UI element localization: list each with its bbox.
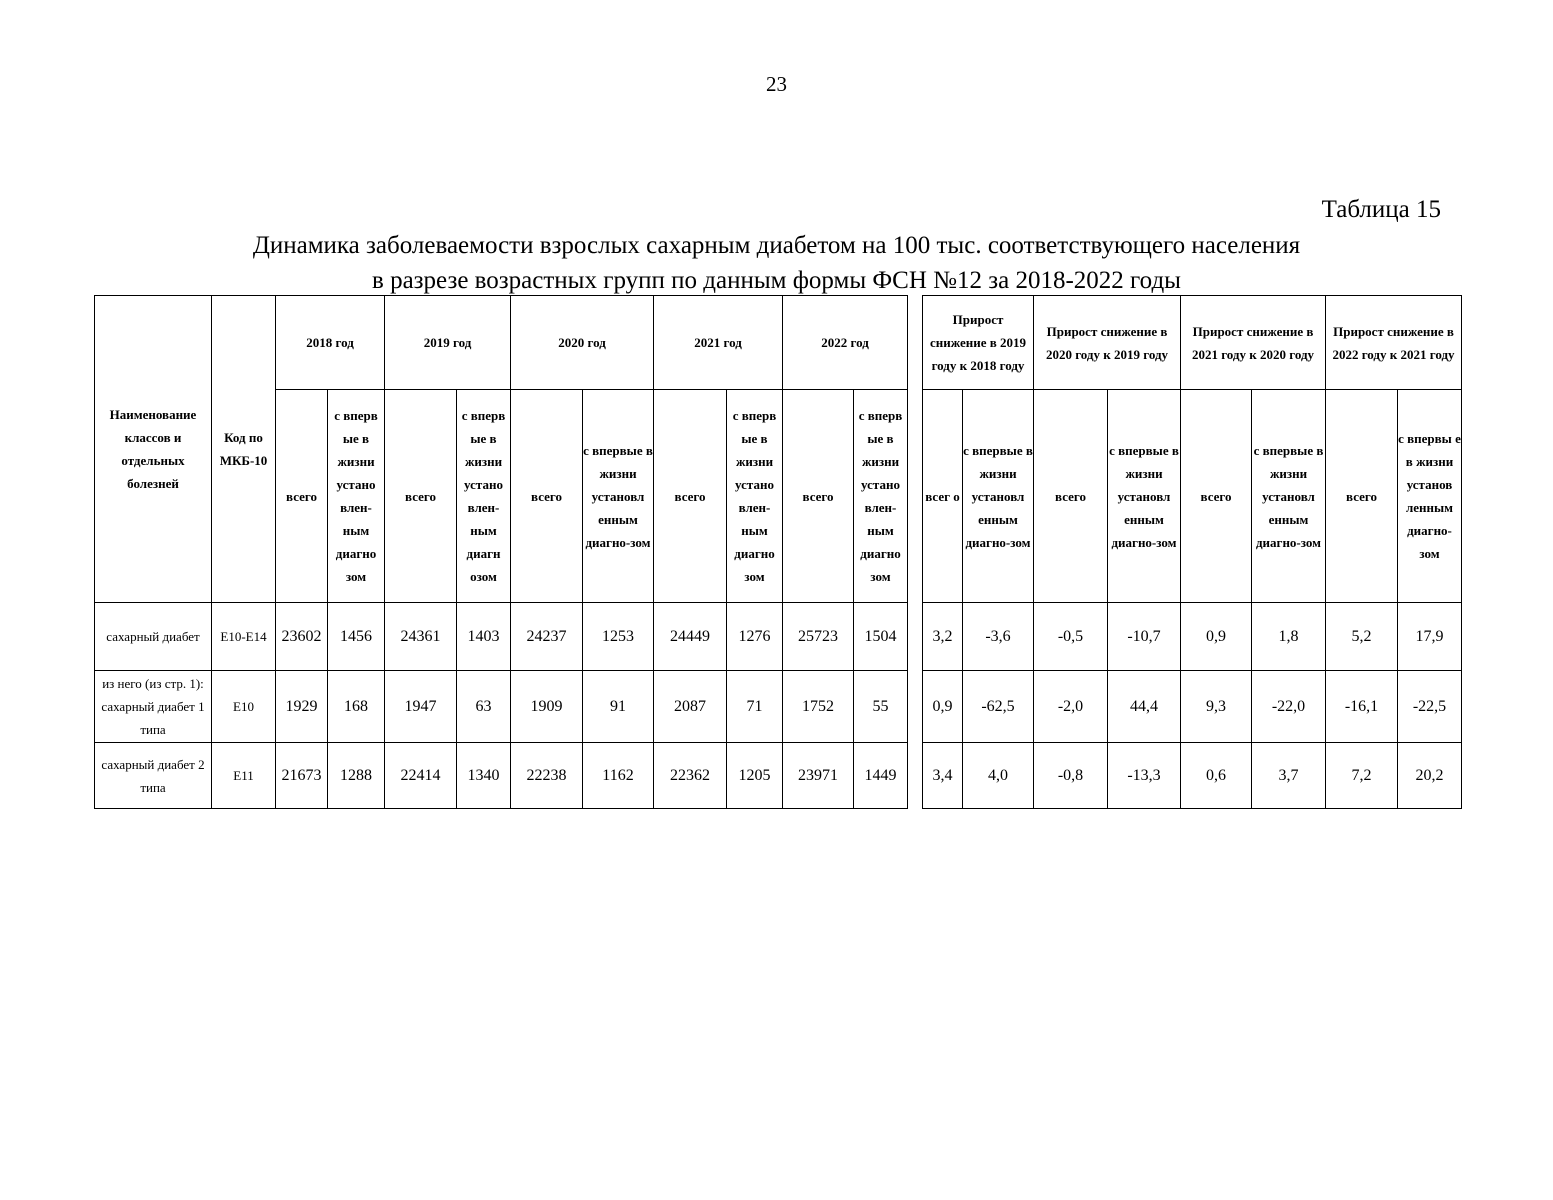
header-first-time: с вперв ые в жизни устано влен-ным диагно зом [328,390,385,603]
growth-cell: 17,9 [1398,603,1462,671]
header-total: всего [1181,390,1252,603]
growth-cell: -13,3 [1108,743,1181,809]
growth-cell: 0,6 [1181,743,1252,809]
header-total: всего [654,390,727,603]
value-cell: 71 [727,671,783,743]
growth-cell: 0,9 [1181,603,1252,671]
value-cell: 22238 [511,743,583,809]
header-code: Код по МКБ-10 [212,296,276,603]
header-first-time: с вперв ые в жизни устано влен-ным диагн озом [457,390,511,603]
growth-cell: 20,2 [1398,743,1462,809]
value-cell: 22362 [654,743,727,809]
value-cell: 1205 [727,743,783,809]
value-cell: 1929 [276,671,328,743]
header-year-2020: 2020 год [511,296,654,390]
row-name: сахарный диабет 2 типа [95,743,212,809]
header-total: всег о [923,390,963,603]
value-cell: 1340 [457,743,511,809]
growth-cell: -3,6 [963,603,1034,671]
value-cell: 25723 [783,603,854,671]
header-first-time: с вперв ые в жизни устано влен-ным диагно зом [854,390,908,603]
growth-table [922,295,1462,809]
header-total: всего [276,390,328,603]
growth-cell: 9,3 [1181,671,1252,743]
table-row [95,603,908,671]
header-year-2022: 2022 год [783,296,908,390]
growth-cell: -0,8 [1034,743,1108,809]
header-total: всего [385,390,457,603]
table-row [923,671,1462,743]
row-name: сахарный диабет [95,603,212,671]
row-name: из него (из стр. 1): сахарный диабет 1 типа [95,671,212,743]
growth-cell: 3,7 [1252,743,1326,809]
header-growth-2019: Прирост снижение в 2019 году к 2018 году [923,296,1034,390]
header-growth-2022: Прирост снижение в 2022 году к 2021 году [1326,296,1462,390]
value-cell: 91 [583,671,654,743]
page-number: 23 [766,72,787,96]
header-first-time: с вперв ые в жизни устано влен-ным диагно зом [727,390,783,603]
value-cell: 21673 [276,743,328,809]
growth-cell: 4,0 [963,743,1034,809]
header-first-time: с впервые в жизни установл енным диагно-зом [1252,390,1326,603]
growth-cell: -10,7 [1108,603,1181,671]
value-cell: 1504 [854,603,908,671]
value-cell: 1403 [457,603,511,671]
growth-cell: -22,0 [1252,671,1326,743]
yearly-values-table [94,295,908,809]
table-row [95,671,908,743]
row-code: E10 [212,671,276,743]
table-row [923,603,1462,671]
growth-cell: 5,2 [1326,603,1398,671]
header-growth-2020: Прирост снижение в 2020 году к 2019 году [1034,296,1181,390]
header-total: всего [783,390,854,603]
header-year-2021: 2021 год [654,296,783,390]
table-label: Таблица 15 [1321,196,1441,223]
header-total: всего [1034,390,1108,603]
row-code: E10-E14 [212,603,276,671]
header-total: всего [1326,390,1398,603]
growth-cell: 7,2 [1326,743,1398,809]
growth-cell: 44,4 [1108,671,1181,743]
value-cell: 55 [854,671,908,743]
header-first-time: с впервые в жизни установл енным диагно-зом [583,390,654,603]
growth-cell: -2,0 [1034,671,1108,743]
growth-cell: 0,9 [923,671,963,743]
value-cell: 63 [457,671,511,743]
value-cell: 23971 [783,743,854,809]
value-cell: 1909 [511,671,583,743]
growth-cell: 3,4 [923,743,963,809]
table-title [0,228,1553,298]
value-cell: 23602 [276,603,328,671]
header-growth-2021: Прирост снижение в 2021 году к 2020 году [1181,296,1326,390]
value-cell: 168 [328,671,385,743]
header-year-2018: 2018 год [276,296,385,390]
growth-cell: 3,2 [923,603,963,671]
header-year-2019: 2019 год [385,296,511,390]
value-cell: 1449 [854,743,908,809]
value-cell: 1456 [328,603,385,671]
value-cell: 1752 [783,671,854,743]
value-cell: 1253 [583,603,654,671]
value-cell: 1947 [385,671,457,743]
table-row [95,743,908,809]
value-cell: 1276 [727,603,783,671]
header-name: Наименование классов и отдельных болезней [95,296,212,603]
header-first-time: с впервы е в жизни установ ленным диагно-зом [1398,390,1462,603]
value-cell: 2087 [654,671,727,743]
growth-cell: 1,8 [1252,603,1326,671]
value-cell: 1162 [583,743,654,809]
header-first-time: с впервые в жизни установл енным диагно-зом [1108,390,1181,603]
growth-cell: -22,5 [1398,671,1462,743]
header-first-time: с впервые в жизни установл енным диагно-зом [963,390,1034,603]
value-cell: 24237 [511,603,583,671]
title-line-1: Динамика заболеваемости взрослых сахарным диабетом на 100 тыс. соответствующего населения [252,232,1301,259]
title-line-2: в разрезе возрастных групп по данным формы ФСН №12 за 2018-2022 годы [372,267,1181,294]
value-cell: 24361 [385,603,457,671]
table-row [923,743,1462,809]
header-total: всего [511,390,583,603]
growth-cell: -0,5 [1034,603,1108,671]
row-code: E11 [212,743,276,809]
value-cell: 24449 [654,603,727,671]
growth-cell: -62,5 [963,671,1034,743]
growth-cell: -16,1 [1326,671,1398,743]
value-cell: 22414 [385,743,457,809]
value-cell: 1288 [328,743,385,809]
